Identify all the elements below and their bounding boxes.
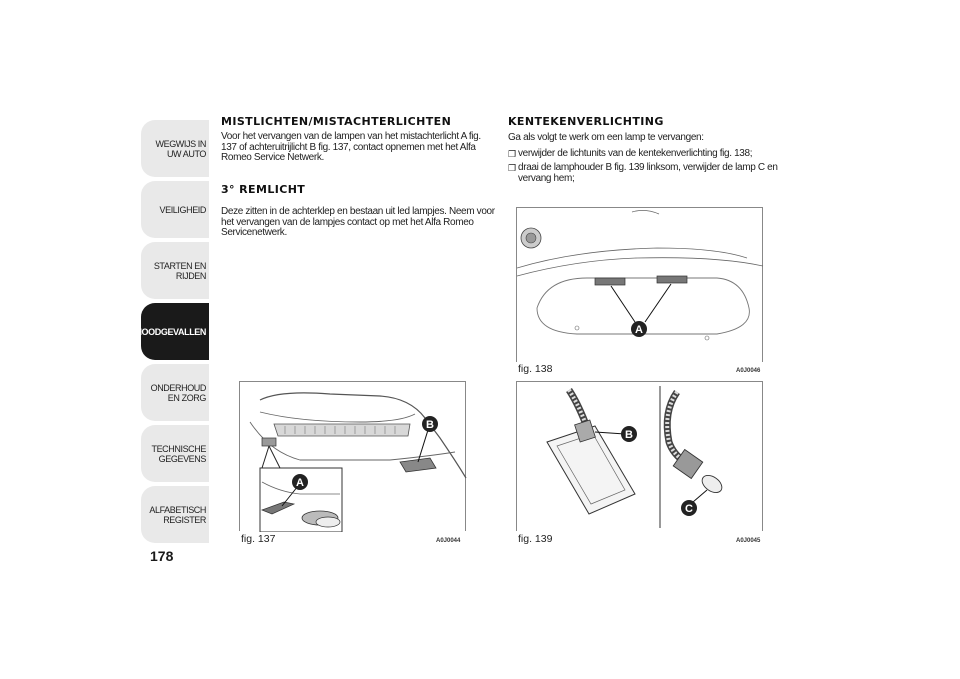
tab-veiligheid[interactable]: VEILIGHEID xyxy=(141,181,209,238)
lampholder-illustration xyxy=(517,382,764,532)
label-c: C xyxy=(685,503,693,515)
tab-wegwijs[interactable]: WEGWIJS IN UW AUTO xyxy=(141,120,209,177)
figure-137 xyxy=(239,381,466,531)
fig138-code: A0J0046 xyxy=(736,368,761,374)
page-number: 178 xyxy=(150,548,174,564)
fig139-code: A0J0045 xyxy=(736,538,761,544)
label-b: B xyxy=(426,419,434,431)
rear-bumper-illustration xyxy=(240,382,467,532)
label-b: B xyxy=(625,429,633,441)
tab-technische[interactable]: TECHNISCHE GEGEVENS xyxy=(141,425,209,482)
bullet-icon: ❒ xyxy=(508,163,516,173)
heading-remlicht: 3° REMLICHT xyxy=(221,183,306,196)
tab-starten[interactable]: STARTEN EN RIJDEN xyxy=(141,242,209,299)
bullet-icon: ❒ xyxy=(508,149,516,159)
figure-138 xyxy=(516,207,763,362)
list-item: ❒ verwijder de lichtunits van de kentekenverlichting fig. 138; xyxy=(508,148,753,159)
para-remlicht: Deze zitten in de achterklep en bestaan uit led lampjes. Neem voor het vervangen van de lampjes contact op met het Alfa Romeo Servicenetwerk. xyxy=(221,206,495,238)
fig137-caption: fig. 137 xyxy=(241,533,276,545)
tab-alfabetisch[interactable]: ALFABETISCH REGISTER xyxy=(141,486,209,543)
label-a: A xyxy=(635,324,643,336)
heading-kentekenverlichting: KENTEKENVERLICHTING xyxy=(508,115,664,128)
list-item: ❒ draai de lamphouder B fig. 139 linksom, verwijder de lamp C en vervang hem; xyxy=(508,162,778,184)
tab-onderhoud[interactable]: ONDERHOUD EN ZORG xyxy=(141,364,209,421)
figure-139 xyxy=(516,381,763,531)
fig139-caption: fig. 139 xyxy=(518,533,553,545)
para-mistlichten: Voor het vervangen van de lampen van het mistachterlicht A fig. 137 of achteruitrijlicht B fig. 137, contact opnemen met het Alfa Romeo Service Netwerk. xyxy=(221,131,481,163)
para-intro: Ga als volgt te werk om een lamp te vervangen: xyxy=(508,132,704,143)
label-a: A xyxy=(296,477,304,489)
license-plate-light-illustration xyxy=(517,208,764,363)
heading-mistlichten: MISTLICHTEN/MISTACHTERLICHTEN xyxy=(221,115,452,128)
fig137-code: A0J0044 xyxy=(436,538,461,544)
fig138-caption: fig. 138 xyxy=(518,363,553,375)
tab-noodgevallen[interactable]: NOODGEVALLEN xyxy=(141,303,209,360)
